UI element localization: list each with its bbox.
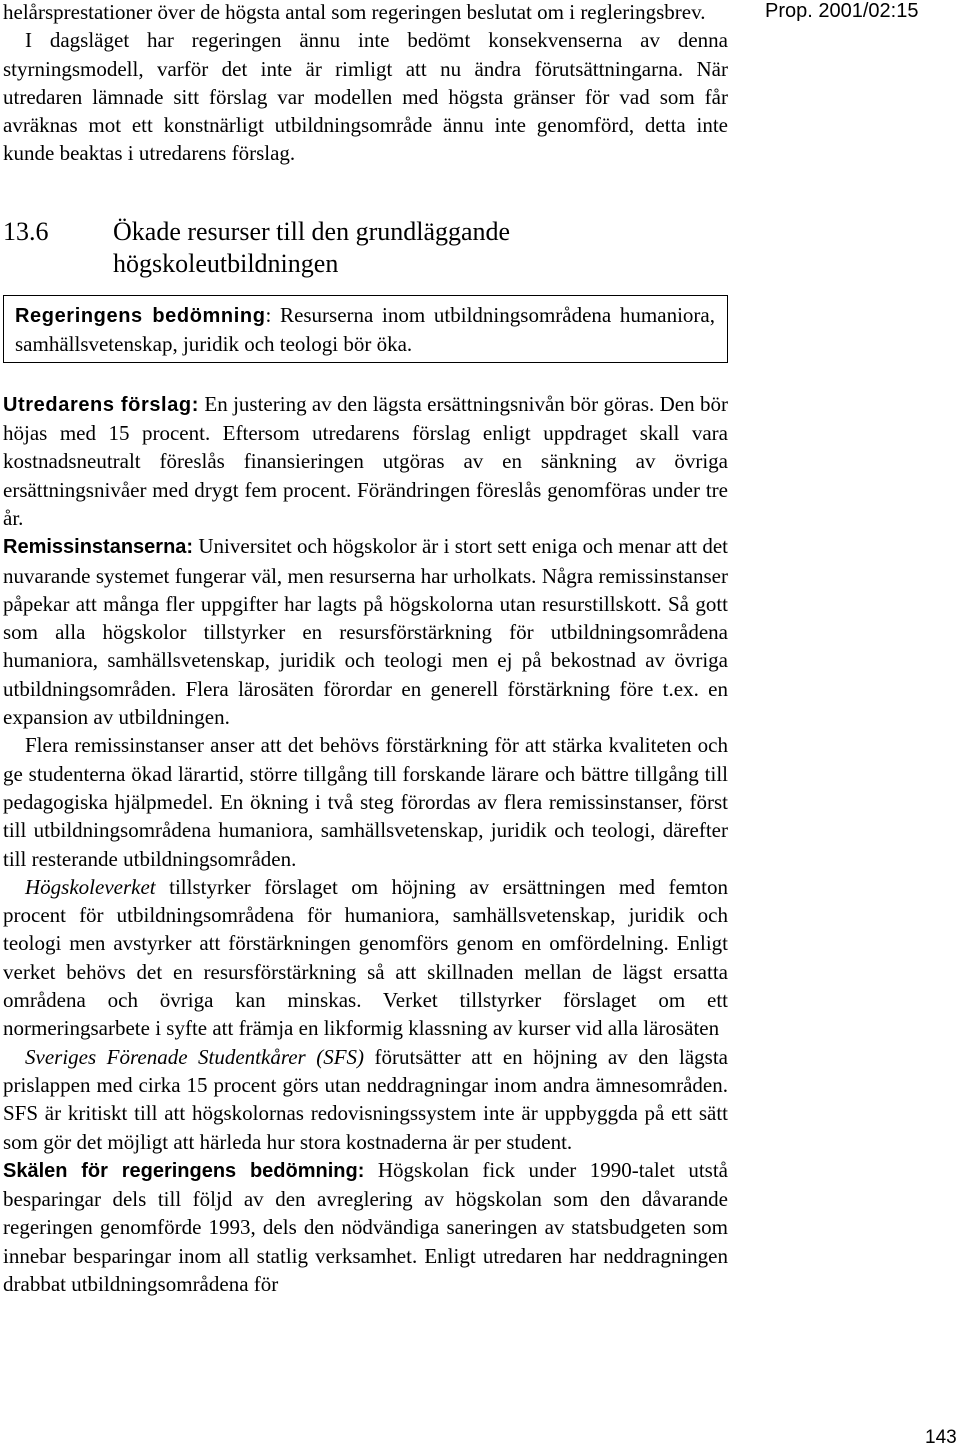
page-number: 143	[925, 1427, 957, 1448]
intro-paragraph-2: I dagsläget har regeringen ännu inte bedömt konsekvenserna av denna styrningsmodell, varför det inte är rimligt att nu ändra förutsättningarna. När utredaren lämnade sitt förslag var modellen med högsta gränser för vad som får avräknas mot ett konstnärligt utbildningsområde ännu inte genomförd, detta inte kunde beaktas i utredarens förslag.	[3, 28, 728, 166]
sfs-paragraph	[3, 1043, 728, 1156]
remiss-paragraph	[3, 532, 728, 731]
proposal-section	[3, 390, 728, 1299]
reasons-paragraph	[3, 1156, 728, 1298]
government-assessment-body: Resurserna inom utbildningsområdena humaniora, samhällsvetenskap, juridik och teologi bör öka.	[15, 302, 715, 356]
section-title: Ökade resurser till den grundläggande högskoleutbildningen	[113, 216, 511, 278]
hsv-body: tillstyrker förslaget om höjning av ersättningen med femton procent för utbildningsområdena för humaniora, samhällsvetenskap, juridik och teologi men avstyrker att förstärkningen genomförs genom en omfördelning. Enligt verket behövs det en resursförstärkning så att skillnaden mellan de lägst ersatta områdena och övriga kan minskas. Verket tillstyrker förslaget om ett normeringsarbete i syfte att främja en likformig klassning av kurser vid alla lärosäten	[3, 874, 728, 1041]
document-reference: Prop. 2001/02:15	[765, 0, 919, 22]
proposal-paragraph	[3, 390, 728, 532]
government-assessment-label: Regeringens bedömning	[15, 304, 266, 327]
hsv-name: Högskoleverket	[25, 874, 156, 899]
government-assessment-box	[3, 295, 728, 363]
sfs-body: förutsätter att en höjning av den lägsta prislappen med cirka 15 procent görs utan neddragningar inom andra ämnesområden. SFS är kritiskt till att högskolornas redovisningssystem inte är uppbyggda på ett sätt som gör det möjligt att härleda hur stora kostnaderna är per student.	[3, 1044, 729, 1154]
hsv-paragraph	[3, 873, 728, 1043]
reasons-label: Skälen för regeringens bedömning:	[3, 1159, 365, 1182]
reasons-body: Högskolan fick under 1990-talet utstå besparingar dels till följd av den avreglering av högskolan som den dåvarande regeringen genomförde 1993, dels den nödvändiga saneringen av statsbudgeten som innebar besparingar inom all statlig verksamhet. Enligt utredaren har neddragningen drabbat utbildningsområdena för	[3, 1157, 728, 1296]
main-text-column	[3, 0, 728, 1298]
section-heading	[3, 216, 728, 280]
proposal-body: En justering av den lägsta ersättningsnivån bör göras. Den bör höjas med 15 procent. Eftersom utredarens förslag enligt uppdraget skall vara kostnadsneutralt föreslås finansieringen utgöras av en sänkning av övriga ersättningsnivåer med drygt fem procent. Förändringen föreslås genomföras under tre år.	[3, 391, 728, 530]
remiss-paragraph-2: Flera remissinstanser anser att det behövs förstärkning för att stärka kvaliteten och ge studenterna ökad lärartid, större tillgång till forskande lärare och bättre tillgång till pedagogiska hjälpmedel. En ökning i två steg förordas av flera remissinstanser, först till utbildningsområdena humaniora, samhällsvetenskap, juridik och teologi, därefter till resterande utbildningsområden.	[3, 733, 728, 871]
remiss-body: Universitet och högskolor är i stort sett eniga och menar att det nuvarande systemet fungerar väl, men resurserna har urholkats. Några remissinstanser påpekar att många fler uppgifter har lagts på högskolorna utan resurstillskott. Så gott som alla högskolor tillstyrker en resursförstärkning för utbildningsområdena humaniora, samhällsvetenskap, juridik och teologi men ej på bekostnad av övriga utbildningsområden. Flera lärosäten förordar en generell förstärkning före t.ex. en expansion av utbildningen.	[3, 534, 728, 730]
government-assessment-text	[15, 301, 715, 358]
government-assessment-label-colon: :	[265, 302, 272, 327]
section-number: 13.6	[3, 216, 49, 246]
proposal-label: Utredarens förslag:	[3, 393, 200, 416]
sfs-name: Sveriges Förenade Studentkårer (SFS)	[25, 1044, 365, 1069]
remiss-label: Remissinstanserna:	[3, 536, 194, 559]
intro-paragraph: helårsprestationer över de högsta antal som regeringen beslutat om i regleringsbrev.	[3, 0, 706, 24]
